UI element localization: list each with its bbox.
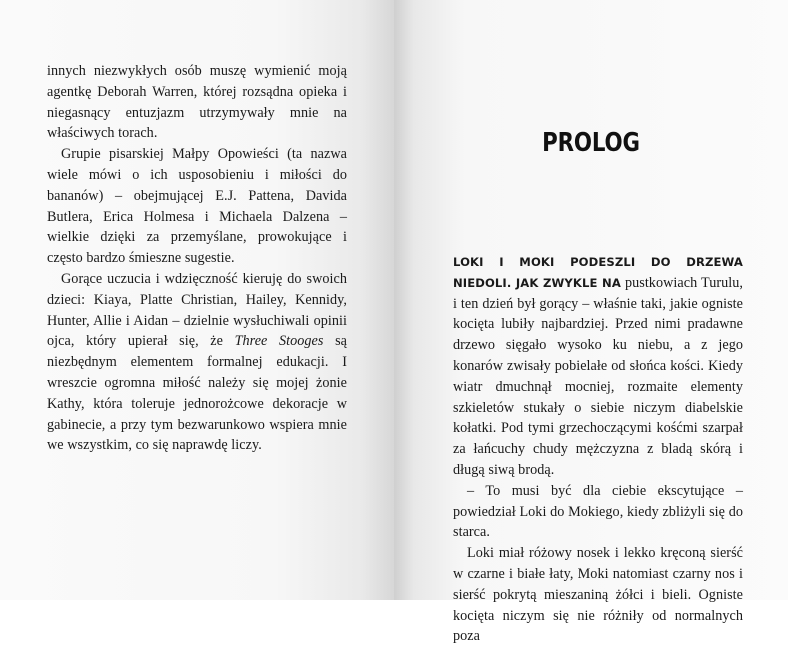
chapter-title: PROLOG [542,128,640,158]
left-paragraph-2 [47,144,347,269]
left-paragraph-3 [47,269,347,456]
left-page-text [47,61,347,456]
left-paragraph-3-title: Three Stooges [234,333,324,350]
right-paragraph-3-text: Loki miał różowy nosek i lekko kręconą sierść w czarne i białe łaty, Moki natomiast czarny nos i sierść pokrytą mieszaniną żółci i bieli. Ogniste kocięta niczym się nie różniły od normalnych poza [453,545,743,645]
right-page-text [453,252,743,647]
right-paragraph-2 [453,481,743,543]
left-paragraph-1 [47,61,347,144]
left-paragraph-3-text-b: są niezbędnym elementem formalnej edukacji. I wreszcie ogromna miłość należy się mojej żonie Kathy, która toleruje jednorożcowe dekoracje w gabinecie, a przy tym bezwarunkowo wspiera mnie we wszystkim, co się naprawdę liczy. [47,333,348,454]
lead-in-small-caps: LOKI I MOKI PODESZLI DO DRZEWA NIEDOLI. JAK ZWYKLE NA [453,255,743,290]
right-paragraph-1-text: pustkowiach Turulu, i ten dzień był gorący – właśnie taki, jakie ogniste kocięta lubiły najbardziej. Przed nimi pradawne drzewo sięgało wysoko ku niebu, a z jego konarów zwisały pobielałe od słońca kości. Kiedy wiatr dmuchnął mocniej, rozmaite elementy szkieletów stukały o siebie niczym diabelskie kołatki. Pod tymi grzechoczącymi kośćmi szarpał za łańcuchy chudy mężczyzna z bladą skórą i długą siwą brodą. [453,274,743,478]
right-paragraph-2-text: – To musi być dla ciebie ekscytujące – powiedział Loki do Mokiego, kiedy zbliżyli się do starca. [453,482,743,541]
left-paragraph-1-text: innych niezwykłych osób muszę wymienić moją agentkę Deborah Warren, której rozsądna opieka i niegasnący entuzjazm utrzymywały mnie na właściwych torach. [47,63,347,142]
left-paragraph-2-text: Grupie pisarskiej Małpy Opowieści (ta nazwa wiele mówi o ich usposobieniu i miłości do bananów) – obejmującej E.J. Pattena, Davida Butlera, Erica Holmesa i Michaela Dalzena – wielkie dzięki za przemyślane, prowokujące i często bardzo śmieszne sugestie. [47,146,347,267]
right-paragraph-3 [453,543,743,647]
right-paragraph-1 [453,252,743,481]
left-paragraph-3-text-a: Gorące uczucia i wdzięczność kieruję do swoich dzieci: Kiaya, Platte Christian, Hailey, Kennidy, Hunter, Allie i Aidan – dzielnie wysłuchiwali opinii ojca, który upierał się, że [47,270,347,350]
